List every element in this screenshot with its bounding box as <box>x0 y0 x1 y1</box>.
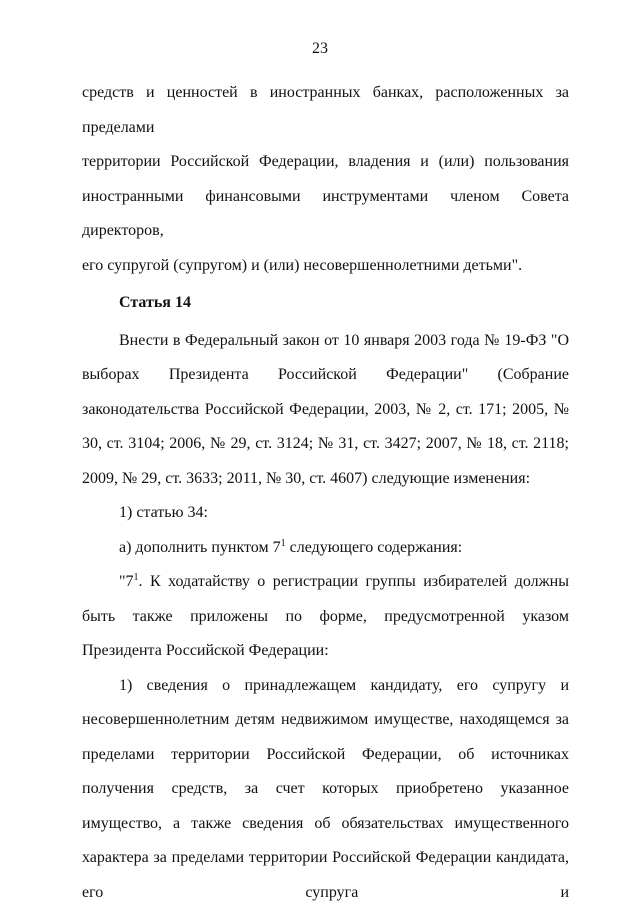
document-body <box>82 76 569 910</box>
article-paragraph: Внести в Федеральный закон от 10 января 2003 года № 19-ФЗ "О выборах Президента Российской Федерации" (Собрание законодательства Российской Федерации, 2003, № 2, ст. 171; 2005, № 30, ст. 3104; 2006, № 29, ст. 3124; № 31, ст. 3427; 2007, № 18, ст. 2118; 2009, № 29, ст. 3633; 2011, № 30, ст. 4607) следующие изменения: <box>82 324 569 497</box>
quote-superscript: 1 <box>134 572 139 583</box>
item-a-text: а) дополнить пунктом 7 <box>119 539 281 556</box>
list-item-a <box>82 531 569 566</box>
item-a-superscript: 1 <box>281 538 286 549</box>
sub-paragraph-1: 1) сведения о принадлежащем кандидату, его супругу и несовершеннолетним детям недвижимом имуществе, находящемся за пределами территории Российской Федерации, об источниках получения средств, за счет которых приобретено указанное имущество, а также сведения об обязательствах имущественного характера за пределами территории Российской Федерации кандидата, его супруга и <box>82 669 569 910</box>
intro-line-4: его супругой (супругом) и (или) несовершеннолетними детьми". <box>82 249 569 284</box>
intro-line-1: средств и ценностей в иностранных банках, расположенных за пределами <box>82 76 569 145</box>
intro-line-3: иностранными финансовыми инструментами членом Совета директоров, <box>82 180 569 249</box>
page-number: 23 <box>0 40 640 58</box>
article-heading: Статья 14 <box>82 286 569 321</box>
intro-line-2: территории Российской Федерации, владения и (или) пользования <box>82 145 569 180</box>
quote-start: "7 <box>119 573 134 590</box>
quote-text: . К ходатайству о регистрации группы избирателей должны быть также приложены по форме, предусмотренной указом Президента Российской Федерации: <box>82 573 569 659</box>
list-item-1: 1) статью 34: <box>82 496 569 531</box>
quoted-paragraph <box>82 565 569 669</box>
item-a-text-end: следующего содержания: <box>286 539 463 556</box>
